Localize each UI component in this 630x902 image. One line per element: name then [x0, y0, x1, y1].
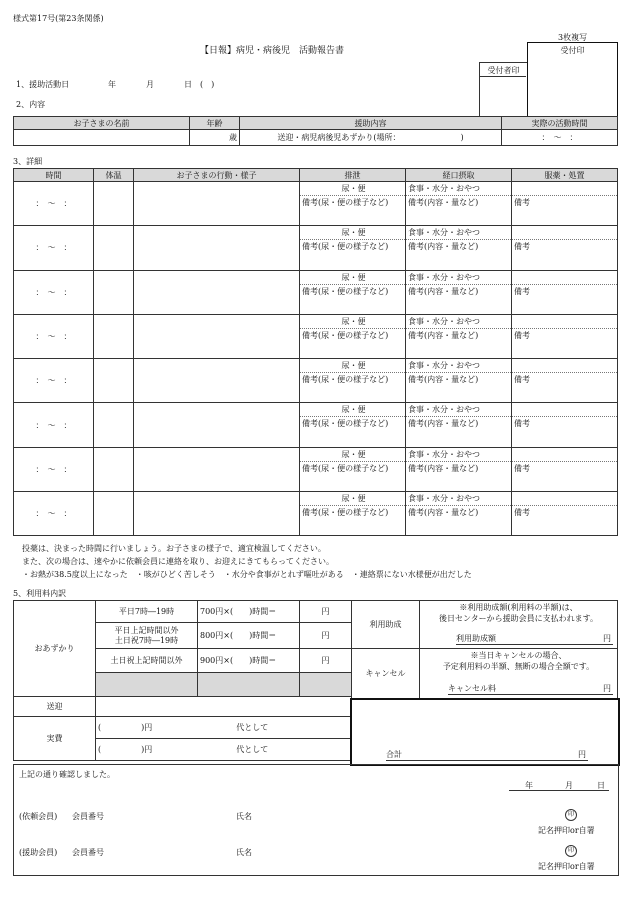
detail-row: [14, 359, 618, 403]
detail-temp-field[interactable]: [94, 314, 134, 358]
detail-behavior-field[interactable]: [134, 492, 300, 536]
detail-excretion-cell[interactable]: 尿・便 備考(尿・便の様子など): [300, 403, 406, 447]
detail-time-field[interactable]: ： 〜 ：: [14, 403, 94, 447]
receipt-seal-label: 受付印: [560, 46, 585, 55]
col-temp: 体温: [94, 169, 134, 182]
col-child-name: お子さまの名前: [14, 117, 190, 130]
detail-row: [14, 226, 618, 270]
col-actual-time: 実際の活動時間: [502, 117, 618, 130]
col-medication: 服薬・処置: [512, 169, 618, 182]
subsidy-table: [351, 600, 618, 699]
confirm-text: 上記の通り確認しました。: [19, 770, 115, 779]
detail-temp-field[interactable]: [94, 403, 134, 447]
detail-intake-cell[interactable]: 食事・水分・おやつ 備考(内容・量など): [406, 359, 512, 403]
detail-excretion-cell[interactable]: 尿・便 備考(尿・便の様子など): [300, 314, 406, 358]
detail-temp-field[interactable]: [94, 182, 134, 226]
detail-med-cell[interactable]: 備考: [512, 182, 618, 226]
receiver-seal-label: 受付者印: [487, 66, 520, 75]
col-behavior: お子さまの行動・様子: [134, 169, 300, 182]
detail-intake-cell[interactable]: 食事・水分・おやつ 備考(内容・量など): [406, 182, 512, 226]
transport-field[interactable]: [96, 697, 352, 717]
detail-table: [13, 168, 618, 536]
support-content-field[interactable]: 送迎・病児病後児あずかり(場所： ): [240, 130, 502, 146]
helper-no-label: 会員番号: [72, 848, 104, 857]
detail-time-field[interactable]: ： 〜 ：: [14, 314, 94, 358]
fee-section: [13, 600, 617, 764]
helper-sign-label: 記名押印or自署: [538, 862, 595, 871]
detail-row: [14, 182, 618, 226]
detail-excretion-cell[interactable]: 尿・便 備考(尿・便の様子など): [300, 270, 406, 314]
rate-other[interactable]: 800円×( )時間＝: [198, 623, 300, 649]
form-number: 様式第17号(第23条関係): [13, 14, 104, 23]
content-table: [13, 116, 618, 146]
rate-weekday[interactable]: 700円×( )時間＝: [198, 601, 300, 623]
detail-temp-field[interactable]: [94, 270, 134, 314]
detail-time-field[interactable]: ： 〜 ：: [14, 270, 94, 314]
period-holiday: 土日祝上記時間以外: [96, 649, 198, 673]
detail-row: [14, 270, 618, 314]
detail-med-cell[interactable]: 備考: [512, 492, 618, 536]
detail-intake-cell[interactable]: 食事・水分・おやつ 備考(内容・量など): [406, 447, 512, 491]
detail-excretion-cell[interactable]: 尿・便 備考(尿・便の様子など): [300, 182, 406, 226]
detail-behavior-field[interactable]: [134, 270, 300, 314]
detail-time-field[interactable]: ： 〜 ：: [14, 359, 94, 403]
helper-role: (援助会員): [19, 848, 58, 857]
detail-row: [14, 314, 618, 358]
detail-time-field[interactable]: ： 〜 ：: [14, 447, 94, 491]
detail-behavior-field[interactable]: [134, 359, 300, 403]
subsidy-label: 利用助成: [352, 601, 420, 649]
s1-year: 年: [108, 80, 116, 89]
rate-holiday[interactable]: 900円×( )時間＝: [198, 649, 300, 673]
col-intake: 経口摂取: [406, 169, 512, 182]
detail-med-cell[interactable]: 備考: [512, 359, 618, 403]
confirmation-block: [13, 764, 619, 876]
col-excretion: 排泄: [300, 169, 406, 182]
detail-intake-cell[interactable]: 食事・水分・おやつ 備考(内容・量など): [406, 314, 512, 358]
detail-row: [14, 492, 618, 536]
s1-day: 日: [184, 80, 192, 89]
detail-intake-cell[interactable]: 食事・水分・おやつ 備考(内容・量など): [406, 403, 512, 447]
detail-intake-cell[interactable]: 食事・水分・おやつ 備考(内容・量など): [406, 226, 512, 270]
detail-behavior-field[interactable]: [134, 226, 300, 270]
detail-row: [14, 403, 618, 447]
detail-time-field[interactable]: ： 〜 ：: [14, 182, 94, 226]
detail-excretion-cell[interactable]: 尿・便 備考(尿・便の様子など): [300, 359, 406, 403]
s2-label: 2、内容: [16, 100, 46, 109]
detail-behavior-field[interactable]: [134, 182, 300, 226]
detail-row: [14, 447, 618, 491]
client-name-label: 氏名: [236, 812, 252, 821]
detail-med-cell[interactable]: 備考: [512, 314, 618, 358]
detail-temp-field[interactable]: [94, 359, 134, 403]
detail-intake-cell[interactable]: 食事・水分・おやつ 備考(内容・量など): [406, 492, 512, 536]
copies-label: 3枚複写: [558, 33, 588, 42]
blank-cell: [300, 673, 352, 697]
detail-excretion-cell[interactable]: 尿・便 備考(尿・便の様子など): [300, 492, 406, 536]
client-role: (依頼会員): [19, 812, 58, 821]
client-no-label: 会員番号: [72, 812, 104, 821]
child-name-field[interactable]: [14, 130, 190, 146]
s5-label: 5、利用料内訳: [13, 589, 67, 598]
note-line-1: 投薬は、決まった時間に行いましょう。お子さまの様子で、適宜検温してください。: [22, 544, 326, 553]
detail-excretion-cell[interactable]: 尿・便 備考(尿・便の様子など): [300, 226, 406, 270]
detail-behavior-field[interactable]: [134, 314, 300, 358]
actual-label: 実費: [14, 717, 96, 761]
receipt-seal-box: [527, 42, 618, 119]
page-title: 【日報】病児・病後児 活動報告書: [200, 46, 345, 56]
transport-label: 送迎: [14, 697, 96, 717]
client-sign-label: 記名押印or自署: [538, 826, 595, 835]
cancel-amount-field[interactable]: キャンセル料 円: [448, 684, 611, 693]
client-seal-icon: 印: [565, 809, 577, 821]
detail-behavior-field[interactable]: [134, 447, 300, 491]
s1-dow: ( ): [200, 80, 215, 89]
detail-med-cell[interactable]: 備考: [512, 403, 618, 447]
amount-weekday[interactable]: 円: [300, 601, 352, 623]
cancel-cell: ※当日キャンセルの場合、 予定利用料の半額、無断の場合全額です。 キャンセル料 円: [420, 649, 618, 699]
detail-behavior-field[interactable]: [134, 403, 300, 447]
col-age: 年齢: [190, 117, 240, 130]
actual-row-1[interactable]: ( )円 代として: [96, 717, 352, 739]
detail-time-field[interactable]: ： 〜 ：: [14, 492, 94, 536]
subsidy-cell: ※利用助成額(利用料の半額)は、 後日センターから援助会員に支払われます。 利用助成額 円: [420, 601, 618, 649]
detail-excretion-cell[interactable]: 尿・便 備考(尿・便の様子など): [300, 447, 406, 491]
detail-temp-field[interactable]: [94, 492, 134, 536]
note-line-3: ・お熱が38.5度以上になった ・咳がひどく苦しそう ・水分や食事がとれず嘔吐がある ・連絡票にない水様便が出だした: [22, 570, 472, 579]
helper-seal-icon: 印: [565, 845, 577, 857]
care-label: おあずかり: [14, 601, 96, 697]
total-box: [350, 698, 620, 766]
detail-temp-field[interactable]: [94, 447, 134, 491]
subsidy-amount-field[interactable]: 利用助成額 円: [456, 634, 611, 643]
detail-med-cell[interactable]: 備考: [512, 447, 618, 491]
s3-label: 3、詳細: [13, 157, 43, 166]
actual-time-field[interactable]: ： 〜 ：: [502, 130, 618, 146]
note-line-2: また、次の場合は、速やかに依頼会員に連絡を取り、お迎えにきてもらってください。: [22, 557, 334, 566]
cancel-label: キャンセル: [352, 649, 420, 699]
detail-time-field[interactable]: ： 〜 ：: [14, 226, 94, 270]
s1-label: 1、援助活動日: [16, 80, 70, 89]
amount-other[interactable]: 円: [300, 623, 352, 649]
detail-intake-cell[interactable]: 食事・水分・おやつ 備考(内容・量など): [406, 270, 512, 314]
col-time: 時間: [14, 169, 94, 182]
care-fee-table: [13, 600, 352, 761]
age-field[interactable]: 歳: [190, 130, 240, 146]
s1-month: 月: [146, 80, 154, 89]
receiver-seal-box: [479, 62, 527, 119]
period-weekday: 平日7時―19時: [96, 601, 198, 623]
detail-med-cell[interactable]: 備考: [512, 226, 618, 270]
total-field[interactable]: 合計 円: [386, 750, 586, 759]
detail-med-cell[interactable]: 備考: [512, 270, 618, 314]
amount-holiday[interactable]: 円: [300, 649, 352, 673]
detail-temp-field[interactable]: [94, 226, 134, 270]
period-other: 平日上記時間以外 土日祝7時―19時: [96, 623, 198, 649]
col-support: 援助内容: [240, 117, 502, 130]
blank-cell: [198, 673, 300, 697]
actual-row-2[interactable]: ( )円 代として: [96, 739, 352, 761]
confirm-date-field[interactable]: 年 月 日: [509, 780, 609, 791]
blank-cell: [96, 673, 198, 697]
helper-name-label: 氏名: [236, 848, 252, 857]
